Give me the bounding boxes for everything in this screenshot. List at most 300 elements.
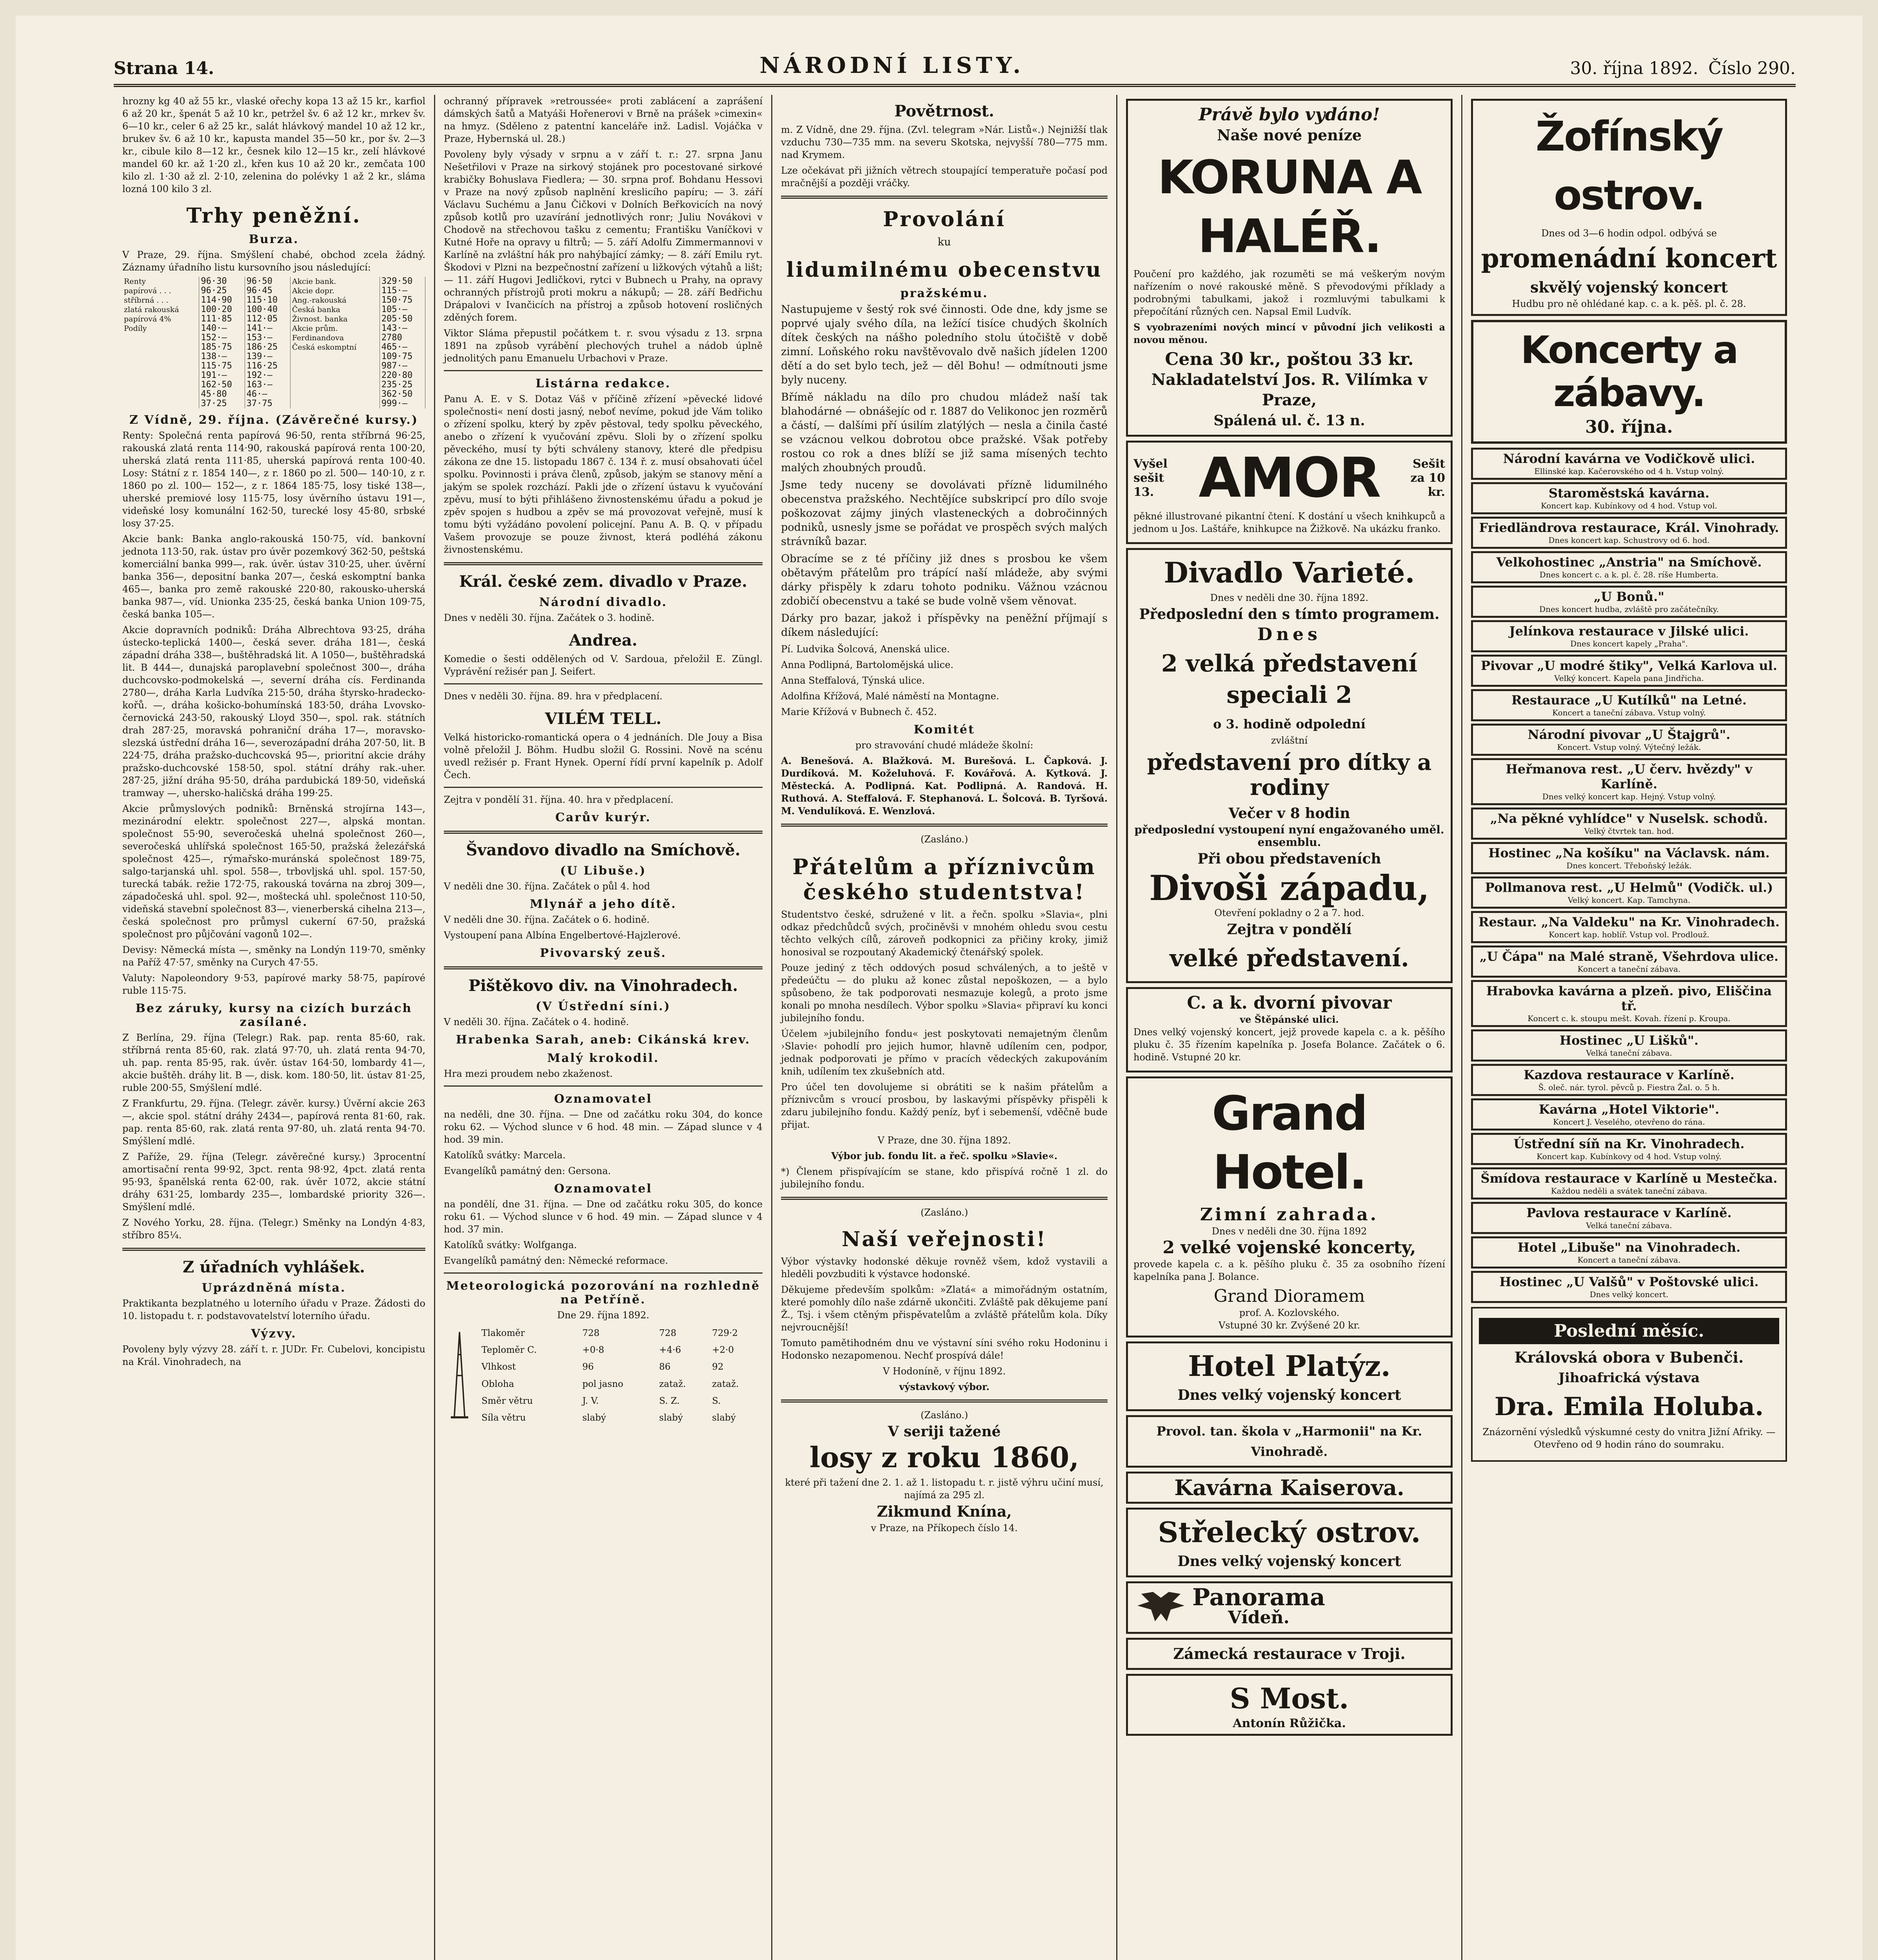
vinohrady-play-2: Malý krokodil. xyxy=(547,1051,659,1065)
listing-desc: Koncert kap. Kubínkovy od 4 hod. Vstup volný. xyxy=(1537,1152,1722,1161)
list-item: Marie Křížová v Bubnech č. 452. xyxy=(781,706,937,717)
public-text-3: Tomuto pamětihodném dnu ve výstavní síni svého roku Hodoninu i Hodonsko nezapomenou. Nechť prospívá dále! xyxy=(781,1338,1108,1361)
dvorni-title: C. a k. dvorní pivovar xyxy=(1187,993,1392,1013)
listing-desc: Velký koncert. Kap. Tamchyna. xyxy=(1567,895,1691,905)
table-row: zlatá rakouská xyxy=(122,305,199,314)
table-row: papírová 4% xyxy=(122,314,199,324)
diorama-title: Grand Dioramem xyxy=(1213,1286,1365,1306)
zaslano-label: (Zasláno.) xyxy=(920,1207,968,1218)
vienna-rents: Renty: Společná renta papírová 96·50, renta stříbrná 96·25, rakouská zlatá renta 114·90, rakouská papírová renta 100·20, uherská zlatá renta 111·85, uherská papírová renta 100·40. Losy: Státní z r. 1854 140—, z r. 1860 po zl. 500— 140·10, z r. 1860 po zl. 100— 152—, z r. 1864 185·75, losy tiské 138—, uherské premiové losy 115·75, losy úvěrního ústavu 191—, videňské losy komunální 162·50, turecké losy 45·80, srbské losy 37·25. xyxy=(122,430,425,529)
smichov-play-1: Mlynář a jeho dítě. xyxy=(530,897,677,911)
weather-forecast: Lze očekávat při jižních větrech stoupající temperatuře počasí pod mračnější a později vráčky. xyxy=(781,165,1108,189)
column-ads-2 xyxy=(1462,95,1796,1960)
platz-title: Hotel Platýz. xyxy=(1188,1349,1391,1383)
students-text-4: Pro účel ten dovolujeme si obrátiti se k našim přátelům a příznivcům s vroucí prosbou, by laskavými příspěvky přispěli k zdaru jubilejního fondu. Každý peníz, byť i sebemenší, vděčně bude přijat. xyxy=(781,1082,1108,1130)
listing-name: Staroměstská kavárna. xyxy=(1548,486,1710,501)
patent-transfer: Viktor Sláma přepustil počátkem t. r. svou výsadu z 13. srpna 1891 na způsob vyrábění plechových truhel a nádob úplně jednolitých panu Emanuelu Urbachovi v Praze. xyxy=(444,328,763,364)
listing-name: Ústřední síň na Kr. Vinohradech. xyxy=(1513,1136,1745,1151)
strelecky-ad xyxy=(1126,1508,1453,1577)
listing-name: Hostinec „U Valšů" v Poštovské ulici. xyxy=(1499,1274,1759,1289)
dvorni-ad xyxy=(1126,987,1453,1073)
listing-name: Národní kavárna ve Vodičkově ulici. xyxy=(1503,451,1755,466)
listing-desc: Dnes koncert kap. Schustrovy od 6. hod. xyxy=(1548,535,1710,545)
meteo-date: Dne 29. října 1892. xyxy=(557,1310,650,1321)
frankfurt-report: Z Frankfurtu, 29. října. (Telegr. závěr. kursy.) Úvěrní akcie 263—, akcie spol. státní dráhy 2434—, papírová renta 81·60, rak. pap. renta 85·60, rak. zlatá renta 97·80, uh. zlatá renta 94·70. Smýšlení mdlé. xyxy=(122,1098,425,1147)
koruna-text: Poučení pro každého, jak rozuměti se má veškerým novým nařízením o nové rakouské měně. S převodovými příklady a podrobnými tabulkami, jakož i rozmluvými tabulkami k přepočítání různých cen. Napsal Emil Ludvík. xyxy=(1133,269,1445,317)
table-cell: +4·6 xyxy=(659,1345,681,1355)
committee-subheading: pro stravování chudé mládeže školní: xyxy=(855,740,1033,751)
paris-report: Z Paříže, 29. října (Telegr. závěrečné kursy.) 3procentní amortisační renta 99·92, 3pct. renta 98·92, 4pct. zlatá renta 95·93, španělská renta 62·00, rak. úvěr 1072, akcie státní dráhy 631·25, lombardy 235—, lombardské priority 326—. Smýšlení mdlé. xyxy=(122,1151,425,1212)
koruna-price: Cena 30 kr., poštou 33 kr. xyxy=(1165,349,1414,369)
koruna-ad xyxy=(1126,99,1453,437)
listing-ad xyxy=(1471,517,1787,549)
listing-ad xyxy=(1471,877,1787,909)
appeal-heading: Provolání xyxy=(883,207,1006,231)
table-row: papírová . . . xyxy=(122,286,199,296)
listing-name: Kazdova restaurace v Karlíně. xyxy=(1524,1067,1735,1082)
panorama-city: Vídeň. xyxy=(1228,1608,1290,1628)
weather-report: m. Z Vídně, dne 29. října. (Zvl. telegram »Nár. Listů«.) Nejnižší tlak vzduchu 730—735 mm. na severu Skotska, nejvyšší 780—775 mm. nad Krymem. xyxy=(781,124,1108,160)
list-item: Anna Steffalová, Týnská ulice. xyxy=(781,675,925,686)
listing-desc: Velký čtvrtek tan. hod. xyxy=(1584,826,1674,836)
platz-ad xyxy=(1126,1341,1453,1411)
listing-name: „U Bonů." xyxy=(1593,589,1665,604)
students-text-2: Pouze jediný z těch oddových posud schválených, a to ještě v předeúčtu — do pluku až konec zůstal nepoškozen, — a bylo spůsobeno, že tak podporovati nesmazuje kolegů, a proto jsme konali po mnoha nesdílech. Výbor spolku »Slavia« připraví ku konci jubilejního fondu. xyxy=(781,962,1108,1024)
students-text-3: Účelem »jubilejního fondu« jest poskytovati nemajetným členům ›Slavie‹ pohodlí pro jejich humor, hlavně udílením cen, podpor, jednak podporovati je přímo v pracích vědeckých zakupováním knih, udílením tex zkušebních atd. xyxy=(781,1028,1108,1077)
amor-pre: Vyšel sešit 13. xyxy=(1133,457,1168,499)
appeal-text-1: Nastupujeme v šestý rok své činnosti. Ode dne, kdy jsme se poprvé ujaly svého díla, na ležící tisíce chudých školních dítek českých na nášho poledního stolu útočiště v době zimní. Loňského roku navštěvovalo dvě našich jídelen 1200 dětí a do set bylo tech, jež — děl Bohu! — odmítnouti jsme byly nuceny. xyxy=(781,303,1108,386)
zofin-ad xyxy=(1471,99,1787,316)
troja-ad xyxy=(1126,1638,1453,1670)
theatre-subheading: Národní divadlo. xyxy=(539,595,667,609)
column-patents-theatres xyxy=(435,95,772,1960)
listing-desc: Dnes koncert kapely „Praha". xyxy=(1570,639,1688,648)
concerts-date: 30. října. xyxy=(1585,417,1673,437)
oznamovatel-cath-1: Katolíků svátky: Marcela. xyxy=(444,1150,566,1161)
kaiserova-ad xyxy=(1126,1472,1453,1504)
concerts-heading: Koncerty a zábavy. xyxy=(1520,328,1738,415)
listing-name: Šmídova restaurace v Karlíně u Mestečka. xyxy=(1480,1171,1778,1186)
zofin-title: Žofínský ostrov. xyxy=(1535,113,1723,219)
grand-text: provede kapela c. a k. pěšího pluku č. 35 za osobního řízení kapelníka pana J. Bolance. xyxy=(1133,1259,1445,1282)
table-cell: Obloha xyxy=(481,1379,514,1389)
theatre-show-1: Dnes v neděli 30. října. Začátek o 3. hodině. xyxy=(444,612,655,623)
smichov-heading: Švandovo divadlo na Smíchově. xyxy=(466,841,741,859)
column-appeals xyxy=(772,95,1117,1960)
theatre-play-1: Andrea. xyxy=(569,631,638,650)
listing-name: Velkohostinec „Anstria" na Smíchově. xyxy=(1496,555,1762,570)
newspaper-page xyxy=(16,16,1862,1960)
listing-desc: Velká taneční zábava. xyxy=(1586,1221,1672,1230)
burza-heading: Burza. xyxy=(249,232,299,246)
vienna-industrial: Akcie průmyslových podniků: Brněnská strojírna 143—, mezinárodní elektr. společnost 227—, alpská montan. společnost 55·90, severočeská uhelná společnost 260—, severočeská uhlířská společnost 165·50, pražská železářská společnost 425—, rýmařsko-muránská společnost 189·75, salgo-tarjanská uhl. spol. 558—, trbovljská uhl. spol. 157·50, turecká tabák. režie 172·75, rakouská továrna na zbroj 309—, západočeská uhl. spol. 92—, moštecká uhl. společnost 110·50, videňská stavební společnost 83—, vienerberská cihelna 213—, česká společnost pro průmysl cukerní 67·50, pražská společnost pro půjčování vagonů 102—. xyxy=(122,803,425,940)
listing-name: Pollmanova rest. „U Helmů" (Vodičk. ul.) xyxy=(1485,880,1773,895)
holub-ad xyxy=(1471,1307,1787,1462)
appeal-city: pražskému. xyxy=(900,287,988,300)
table-cell: 728 xyxy=(582,1328,600,1338)
diorama-sub: prof. A. Kozlovského. xyxy=(1239,1307,1340,1318)
panorama-ad xyxy=(1126,1581,1453,1634)
listing-ad xyxy=(1471,1098,1787,1131)
theatre-heading: Král. české zem. divadlo v Praze. xyxy=(459,572,747,591)
listing-ad xyxy=(1471,1271,1787,1303)
exchange-table: Renty 96·30 96·50 Akcie bank. 329·50 papírová . . . 96·25 96·45 Akcie dopr. 115·— stříbrná . . . 114·90 115·10 Ang.-rakouská 150·75 zlatá rakouská 100·20 100·40 Česká banka 105·— papírová 4% 111·85 112·05 Živnost. banka 205·50 Podíly 140·— 141·— Akcie prům. 143·— 152·— 153·— Ferdinandova 2780 185·75 186·25 Česká eskomptní 465·— 138·— 139·— 109·75 115·75 116·25 987·— 191·— 192·— 220·80 162·50 163·— 235·25 45·80 46·— 362·50 37·25 37·75 999·— xyxy=(122,277,425,408)
table-row: Renty xyxy=(122,277,199,286)
listing-ad xyxy=(1471,620,1787,652)
students-heading: Přátelům a příznivcům českého studentstva! xyxy=(792,854,1096,904)
concerts-box xyxy=(1471,320,1787,444)
divosi-title: Divoši západu, xyxy=(1149,867,1429,908)
listing-desc: Dnes koncert. Třeboňský ležák. xyxy=(1566,861,1692,870)
listing-name: Hostinec „U Lišků". xyxy=(1559,1033,1699,1048)
lottery-pre: V seriji tažené xyxy=(888,1423,1001,1440)
oznamovatel-cath-2: Katolíků svátky: Wolfganga. xyxy=(444,1240,577,1250)
table-row: Podíly xyxy=(122,324,199,333)
burza-text: V Praze, 29. října. Smýšlení chabé, obchod zcela žádný. Záznamy úřadního listu kursovního jsou následující: xyxy=(122,249,425,273)
grand-garden: Zimní zahrada. xyxy=(1200,1205,1379,1225)
listing-desc: Koncert. Vstup volný. Výtečný ležák. xyxy=(1557,742,1701,752)
newyork-report: Z Nového Yorku, 28. října. (Telegr.) Směnky na Londýn 4·83, stříbro 85¼. xyxy=(122,1217,425,1241)
zofin-text: Hudbu pro ně ohlédané kap. c. a k. pěš. pl. č. 28. xyxy=(1512,298,1746,309)
listing-name: „U Čápa" na Malé straně, Všehrdova ulice. xyxy=(1480,949,1778,964)
holub-location: Královská obora v Bubenči. xyxy=(1514,1348,1744,1366)
variete-special: zvláštní xyxy=(1271,735,1308,746)
oznamovatel-text-2: na pondělí, dne 31. října. — Dne od začátku roku 305, do konce roku 61. — Východ slunce v 6 hod. 49 min. — Západ slunce v 4 hod. 37 min. xyxy=(444,1199,763,1235)
meteo-table xyxy=(479,1325,763,1426)
public-text-2: Děkujeme především spolkům: »Zlatá« a mimořádným ostatním, které pomohly dílo naše zdárně ukončiti. Zvláště pak děkujeme paní Ž., Tsj. i všem ctěným přispěvatelům a zvláště přátelům kola. Díky nejvroucnější! xyxy=(781,1284,1108,1333)
theatre-desc-2: Velká historicko-romantická opera o 4 jednáních. Dle Jouy a Bisa volně přeložil J. Böhm. Hudbu složil G. Rossini. Nově na scénu uvedl režisér p. Frant Hynek. Operní řídí první kapelník p. Adolf Čech. xyxy=(444,732,763,780)
students-footnote: *) Členem přispívajícím se stane, kdo přispívá ročně 1 zl. do jubilejního fondu. xyxy=(781,1166,1108,1190)
holub-show: Jihoafrická výstava xyxy=(1558,1370,1700,1386)
table-row: stříbrná . . . xyxy=(122,296,199,305)
table-row xyxy=(479,1325,763,1341)
amor-price: Sešit za 10 kr. xyxy=(1410,457,1445,499)
appeal-title: lidumilnému obecenstvu xyxy=(786,258,1102,282)
table-cell: zataž. xyxy=(659,1379,686,1389)
listing-desc: Koncert a taneční zábava. xyxy=(1577,1255,1681,1265)
vienna-devisy: Devisy: Německá místa —, směnky na Londýn 119·70, směnky na Paříž 47·57, směnky na Curych 47·55. xyxy=(122,944,425,968)
table-cell: S. Z. xyxy=(659,1396,680,1406)
lottery-firm: Zikmund Knína, xyxy=(877,1503,1012,1520)
students-text-1: Studentstvo české, sdružené v lit. a řečn. spolku »Slavia«, plni odkaz předchůdců svých, pročiněvši v mnohém ohledu svou cestu těchto velkých cílů, zároveň podkopnici za přičiny kroky, jimiž honosival se rozpoutaný Akademický čtenářský spolek. xyxy=(781,909,1108,958)
listing-name: Restaurace „U Kutílků" na Letné. xyxy=(1511,693,1747,708)
harmonie-ad xyxy=(1126,1415,1453,1468)
listing-ad xyxy=(1471,758,1787,805)
vyzvy-text: Povoleny byly výzvy 28. září t. r. JUDr. Fr. Cubelovi, koncipistu na Král. Vinohradech, na xyxy=(122,1344,425,1367)
list-item: Pí. Ludvika Šolcová, Anenská ulice. xyxy=(781,644,950,655)
listing-name: Hostinec „Na košíku" na Václavsk. nám. xyxy=(1488,846,1770,860)
listing-ad xyxy=(1471,1202,1787,1234)
table-row xyxy=(479,1359,763,1376)
zofin-concert: promenádní koncert xyxy=(1481,243,1777,274)
vinohrady-show-3: Hra mezi proudem nebo zkaženost. xyxy=(444,1068,613,1079)
amor-ad xyxy=(1126,441,1453,544)
listing-ad xyxy=(1471,586,1787,618)
listing-desc: Koncert a taneční zábava. Vstup volný. xyxy=(1552,708,1706,717)
listarna-heading: Listárna redakce. xyxy=(535,377,671,390)
meteo-heading: Meteorologická pozorování na rozhledně na Petříně. xyxy=(446,1279,760,1307)
listing-ad xyxy=(1471,655,1787,687)
listing-desc: Koncert J. Veselého, otevřeno do rána. xyxy=(1553,1117,1705,1127)
zaslano-label: (Zasláno.) xyxy=(920,1410,968,1421)
listing-desc: Dnes velký koncert kap. Hejný. Vstup volný. xyxy=(1542,792,1716,801)
variete-last: Předposlední den s tímto programem. xyxy=(1139,606,1440,622)
koruna-text-2: S vyobrazeními nových mincí v původní jich velikosti a novou měnou. xyxy=(1133,321,1445,345)
column-markets xyxy=(114,95,435,1960)
divosi-pre: Při obou představeních xyxy=(1197,851,1381,867)
tomorrow-big: velké představení. xyxy=(1170,945,1409,972)
panorama-title: Panorama xyxy=(1192,1584,1325,1611)
variete-dnes: Dnes xyxy=(1257,624,1321,644)
most-owner: Antonín Růžička. xyxy=(1233,1717,1346,1730)
zaslano-label: (Zasláno.) xyxy=(920,834,968,845)
listing-desc: Koncert a taneční zábava. xyxy=(1577,964,1681,974)
listing-name: Hrabovka kavárna a plzeň. pivo, Eliščina tř. xyxy=(1486,984,1772,1013)
table-cell: 92 xyxy=(712,1362,724,1372)
listing-desc: Koncert c. k. stoupu mešt. Kovah. řízení p. Kroupa. xyxy=(1527,1014,1731,1023)
table-cell: pol jasno xyxy=(582,1379,623,1389)
appeal-text-2: Břímě nákladu na dílo pro chudou mládež naší tak blahodárné — obnášejíc od r. 1887 do Velikonoc jen rozměrů a částí, — dalšími pří úsilím zlatýlých — nesla a činila časté se vzácnou velkou dobrotou obce pražské. Však potřeby rostou co rok a dnes blíží se již sama mísených techto malých zhoubných proudů. xyxy=(781,391,1108,474)
vienna-transport: Akcie dopravních podniků: Dráha Albrechtova 93·25, dráha ústecko-teplická 1400—, česká sever. dráha 181—, česká západní dráha 338—, buštěhradská lit. A 1050—, buštěhradská lit. B 444—, dunajská paroplavební společnost 300—, dráha duchcovsko-podmokelská —, severní dráha cís. Ferdinanda 2780—, dráha Karla Ludvíka 215·50, dráha štyrsko-hradecko-kořů. —, dráha košicko-bohumínská 183·50, dráha Lvovsko-černovická 243·50, rakouský Lloyd 350—, spol. rak. státních drah 287·25, moravská pohraniční dráha 17—, moravsko-slezská ústřední dráha 16—, severozápadní dráha 207·50, lit. B 224·75, dráha pražsko-duchcovská 95—, prioritní akcie dráhy pražsko-duchcovské 158·50, spol. státní dráhy rak.-uher. 287·25, jižní dráha 95·50, dráha pardubická 189·50, videňská tramway —, uhersko-haličská dráha 199·25. xyxy=(122,624,425,799)
theatre-desc-1: Komedie o šesti oddělených od V. Sardoua, přeložil E. Züngl. Vyprávění režisér pan J. Seifert. xyxy=(444,653,763,677)
published-sub: Naše nové peníze xyxy=(1217,126,1362,144)
foreign-heading: Bez záruky, kursy na cizích burzách zasílané. xyxy=(135,1002,412,1029)
listing-ad xyxy=(1471,448,1787,480)
masthead: NÁRODNÍ LISTY. xyxy=(759,53,1024,78)
variete-two: 2 velká představení speciali 2 xyxy=(1161,650,1418,709)
listing-ad xyxy=(1471,842,1787,874)
listing-name: Kavárna „Hotel Viktorie". xyxy=(1538,1102,1720,1117)
section-heading-finance: Trhy peněžní. xyxy=(186,204,361,228)
theatre-show-2: Dnes v neděli 30. října. 89. hra v předplacení. xyxy=(444,691,663,702)
zofin-time: Dnes od 3—6 hodin odpol. odbývá se xyxy=(1541,228,1717,239)
variete-date: Dnes v neděli dne 30. října 1892. xyxy=(1210,592,1369,603)
table-cell: slabý xyxy=(582,1413,606,1423)
table-cell: Vlhkost xyxy=(481,1362,516,1372)
grand-hotel-ad xyxy=(1126,1076,1453,1338)
table-cell: slabý xyxy=(712,1413,736,1423)
listing-desc: Koncert kap. Kubínkovy od 4 hod. Vstup vol. xyxy=(1540,501,1718,510)
listing-ad xyxy=(1471,551,1787,583)
appeal-ku: ku xyxy=(937,236,951,248)
smichov-subheading: (U Libuše.) xyxy=(560,864,647,878)
lottery-address: v Praze, na Příkopech číslo 14. xyxy=(871,1523,1018,1534)
smichov-show-2: V neděli dne 30. října. Začátek o 6. hodině. xyxy=(444,914,650,925)
lottery-title: losy z roku 1860, xyxy=(809,1441,1079,1474)
theatre-play-2: VILÉM TELL. xyxy=(545,710,661,728)
vienna-heading: Z Vídně, 29. října. (Závěrečné kursy.) xyxy=(129,413,419,427)
page-number: Strana 14. xyxy=(114,58,214,78)
office-text: Praktikanta bezplatného u loterního úřadu v Praze. Žádosti do 10. listopadu t. r. podstavovatelství loterního úřadu. xyxy=(122,1298,425,1321)
appeal-text-3: Jsme tedy nuceny se dovolávati přízně lidumilného obecenstva pražského. Nechtějíce subskripcí pro dílo svoje poškozovat zájmy jiných vlasteneckých a dobročinných podniků, usnesly jsme se pořádat ve prospěch svých malých strávníků bazar. xyxy=(781,479,1108,548)
listing-ad xyxy=(1471,1029,1787,1062)
holub-last-month: Poslední měsíc. xyxy=(1479,1318,1779,1344)
listing-ad xyxy=(1471,482,1787,514)
publisher-address: Spálená ul. č. 13 n. xyxy=(1213,412,1365,429)
grand-concerts: 2 velké vojenské koncerty, xyxy=(1162,1238,1416,1258)
dvorni-text: Dnes velký vojenský koncert, jejž provede kapela c. a k. pěšího pluku č. 35 řízením kapelníka p. Josefa Bolance. Začátek o 6. hodině. Vstupné 20 kr. xyxy=(1133,1027,1445,1063)
listarna-text: Panu A. E. v S. Dotaz Váš v příčině zřízení »pěvecké lidové společnosti« není dosti jasný, neboť nevíme, pokud jde Vám toliko o zřízení spolku, který by zpěv pěstoval, tedy spolku pěveckého, anebo o zřízení k vyučování zpěvu. Sloli by o zřízení spolku pěveckého, musí ty býti schváleny stanovy, které dle předpisu zákona ze dne 15. listopadu 1867 č. 134 ř. z. musí obsahovati účel spolku. Povinnosti i práva členů, způsob, jakým se stanovy mění a jakým se spolek rozchází. Pakli jde o zřízení ústavu k vyučování zpěvu, musí to býti přihlášeno živnostenskému úřadu a pokud je zpěv spojen s hudbou a zpěv se má provozovat veřejně, musí k tomu býti vyžádáno povolení policejní. Panu A. B. Q. v případu Vašem provozuje se pouze živnost, která podléhá zákonu živnostenskému. xyxy=(444,394,763,555)
committee-heading: Komitét xyxy=(914,723,975,737)
tomorrow-label: Zejtra v pondělí xyxy=(1227,921,1352,938)
listing-name: Restaur. „Na Valdeku" na Kr. Vinohradech. xyxy=(1478,915,1780,929)
appeal-text-4: Obracíme se z té příčiny již dnes s prosbou ke všem obětavým přátelům pro trápící naší mládeže, aby svými dárky přispěly k zdaru tohoto podniku. Vážnou vzácnou zdobičí obecenstvu a také se bude volně všem věnovat. xyxy=(781,553,1108,607)
listing-desc: Velký koncert. Kapela pana Jindřicha. xyxy=(1554,673,1704,683)
koruna-title: KORUNA A HALÉŘ. xyxy=(1157,150,1421,263)
listing-desc: Dnes koncert hudba, zvláště pro začátečníky. xyxy=(1539,604,1719,614)
table-cell: zataž. xyxy=(712,1379,739,1389)
listing-name: Jelínkova restaurace v Jilské ulici. xyxy=(1509,624,1749,639)
table-cell: 729·2 xyxy=(712,1328,738,1338)
platz-text: Dnes velký vojenský koncert xyxy=(1177,1387,1401,1403)
oznamovatel-ev-1: Evangelíků památný den: Gersona. xyxy=(444,1165,611,1176)
patent-grants: Povoleny byly výsady v srpnu a v září t. r.: 27. srpna Janu Nešetřilovi v Praze na sirkový stojánek pro pocestované sirkové krabičky Bohuslava Fiedlera; — 30. srpna prof. Bohdanu Hessovi v Praze na nový způsob naplnění kreslicího papíru; — 3. září Václavu Suchému a Janu Čičkovi v Dolních Beřkovicích na nový způsob kotlů pro uzavírání jednotlivých ronr; Juliu Novákovi v Chodově na střechovou tašku z cementu; Františku Vaníčkovi v Kutné Hoře na opravy u filtrů; — 5. září Adolfu Zimmermannovi v Karlíně na zvláštní hák pro nahýbající zámky; — 8. září Emilu ryt. Škodovi v Plzni na bezpečnostní zařízení u ližkových výtahů a lišt; — 11. září Hugovi Jedličkovi, rytci v Bubnech u Prahy, na opravy ochranných přístrojů proti mokru a nákupů; — 28. září Bedřichu Drápalovi v Ivančicích na přístroj a způsob hotovení rosličných zděných forem. xyxy=(444,149,763,323)
concert-listings xyxy=(1471,448,1787,1303)
office-subheading: Uprázdněná místa. xyxy=(202,1281,346,1295)
vyzvy-heading: Výzvy. xyxy=(251,1327,297,1341)
market-prices: hrozny kg 40 až 55 kr., vlaské ořechy kopa 13 až 15 kr., karfiol 6 až 20 kr., špenát 5 až 10 kr., petržel šv. 6 až 12 kr., mrkev šv. 6—10 kr., celer 6 až 25 kr., salát hlávkový mandel 10 až 12 kr., brukev šv. 6 až 10 kr., kapusta mandel 35—50 kr., por šv. 2—3 kr., cibule kilo 8—12 kr., česnek kilo 12—15 kr., zelí hlávkové mandel 60 kr. až 1·20 zl., křen kus 10 až 20 kr., zemčata 100 kilo zl. 1·30 až zl. 2·10, zelenina do polévky 1 až 2 kr., sláma lozná 100 kilo 3 zl. xyxy=(122,96,425,194)
berlin-report: Z Berlína, 29. října (Telegr.) Rak. pap. renta 85·60, rak. stříbrná renta 85·60, rak. zlatá 97·70, uh. zlatá renta 94·70, uh. pap. renta 85·95, rak. úvěr. ústav 164·50, lombardy 41—, akcie buštěh. dráhy lit. B —, disk. kom. 180·50, lit. ústav 81·25, ruble 200·55, Smýšlení mdlé. xyxy=(122,1032,425,1093)
listing-desc: Š. oleč. nár. tyrol. pěvců p. Fiestra Žal. o. 5 h. xyxy=(1538,1083,1720,1092)
table-cell: 96 xyxy=(582,1362,594,1372)
vinohrady-play-1: Hrabenka Sarah, aneb: Cikánská krev. xyxy=(456,1033,751,1047)
grand-date: Dnes v neděli dne 30. října 1892 xyxy=(1211,1226,1367,1237)
theatre-play-3: Carův kurýr. xyxy=(555,811,651,824)
table-cell: slabý xyxy=(659,1413,683,1423)
lottery-text: které při tažení dne 2. 1. až 1. listopadu t. r. jistě výhru učiní musí, najímá za 295 zl. xyxy=(785,1477,1104,1501)
listing-ad xyxy=(1471,911,1787,943)
divosi-text: Otevření pokladny o 2 a 7. hod. xyxy=(1214,907,1364,918)
most-title: S Most. xyxy=(1230,1682,1349,1715)
most-ad xyxy=(1126,1674,1453,1736)
harmonie-title: Provol. tan. škola v „Harmonii" na Kr. Vinohradě. xyxy=(1156,1424,1422,1459)
amor-title: AMOR xyxy=(1199,446,1380,510)
public-signature-date: V Hodoníně, v říjnu 1892. xyxy=(883,1366,1006,1377)
oznamovatel-ev-2: Evangelíků památný den: Německé reformace. xyxy=(444,1255,668,1266)
listing-ad xyxy=(1471,1133,1787,1165)
zofin-sub: skvělý vojenský koncert xyxy=(1530,278,1728,296)
weather-heading: Povětrnost. xyxy=(894,102,994,120)
smichov-show-1: V neděli dne 30. října. Začátek o půl 4. hod xyxy=(444,881,650,892)
listing-ad xyxy=(1471,808,1787,840)
public-signature-org: výstavkový výbor. xyxy=(899,1381,990,1392)
listing-name: Národní pivovar „U Štajgrů". xyxy=(1527,727,1731,742)
variete-time: o 3. hodině odpolední xyxy=(1213,717,1366,731)
listing-desc: Velká taneční zábava. xyxy=(1586,1048,1672,1058)
patent-intro: ochranný přípravek »retroussée« proti zablácení a zaprášení dámských šatů a Matyáši Hořenerovi v Brně na prášek »cimexin« na hmyz. (Sděleno z patentní kanceláře inž. Ladisl. Vojáčka v Praze, Hybernská ul. 28.) xyxy=(444,96,763,144)
listing-ad xyxy=(1471,1236,1787,1269)
issue-number: Číslo 290. xyxy=(1708,58,1796,78)
office-heading: Z úřadních vyhlášek. xyxy=(182,1258,365,1276)
listing-ad xyxy=(1471,1064,1787,1096)
vienna-valuty: Valuty: Napoleondory 9·53, papírové marky 58·75, papírové ruble 115·75. xyxy=(122,973,425,996)
table-cell: Síla větru xyxy=(481,1413,526,1423)
smichov-play-2: Pivovarský zeuš. xyxy=(540,946,667,960)
listing-name: Friedländrova restaurace, Král. Vinohrady. xyxy=(1479,520,1779,535)
committee-names: A. Benešová. A. Blažková. M. Burešová. L. Čapková. J. Durdíková. M. Koželuhová. F. Kovářová. A. Kytková. J. Městecká. A. Podlipná. Kat. Podlipná. A. Randová. H. Ruthová. A. Steffalová. F. Stephanová. L. Šolcová. B. Tyršová. M. Vendulíková. E. Wenzlová. xyxy=(781,755,1108,817)
variete-ad xyxy=(1126,548,1453,983)
public-heading: Naší veřejnosti! xyxy=(841,1227,1047,1251)
troja-title: Zámecká restaurace v Troji. xyxy=(1173,1645,1406,1662)
table-row xyxy=(479,1376,763,1392)
listing-name: Hotel „Libuše" na Vinohradech. xyxy=(1517,1240,1741,1255)
variete-title: Divadlo Varieté. xyxy=(1164,556,1415,589)
grand-title: Grand Hotel. xyxy=(1212,1087,1367,1200)
listing-desc: Každou neděli a svátek taneční zábava. xyxy=(1551,1186,1707,1196)
smichov-desc-2: Vystoupení pana Albína Engelbertové-Hajzlerové. xyxy=(444,930,681,941)
kaiserova-title: Kavárna Kaiserova. xyxy=(1174,1475,1404,1500)
table-cell: Tlakoměr xyxy=(481,1328,525,1338)
page-header xyxy=(114,43,1796,87)
listing-desc: Koncert kap. hoblíř. Vstup vol. Prodlouž. xyxy=(1549,930,1709,939)
table-row xyxy=(479,1392,763,1409)
table-cell: +0·8 xyxy=(582,1345,605,1355)
students-signature-date: V Praze, dne 30. října 1892. xyxy=(877,1135,1011,1146)
dvorni-address: ve Štěpánské ulici. xyxy=(1240,1014,1339,1025)
theatre-show-3: Zejtra v pondělí 31. října. 40. hra v předplacení. xyxy=(444,794,674,805)
diorama-price: Vstupné 30 kr. Zvýšené 20 kr. xyxy=(1219,1320,1360,1331)
vinohrady-show-1: V neděli 30. října. Začátek o 4. hodině. xyxy=(444,1016,629,1027)
table-cell: Směr větru xyxy=(481,1396,533,1406)
appeal-gifts: Dárky pro bazar, jakož i příspěvky na peněžní příjmají s díkem následující: xyxy=(781,612,1108,639)
listing-desc: Ellinské kap. Kačerovského od 4 h. Vstup volný. xyxy=(1534,466,1724,476)
list-item: Adolfina Křížová, Malé náměstí na Montagne. xyxy=(781,691,999,702)
table-cell: +2·0 xyxy=(712,1345,734,1355)
students-signature-org: Výbor jub. fondu lit. a řeč. spolku »Slavie«. xyxy=(831,1150,1058,1161)
listing-name: Pavlova restaurace v Karlíně. xyxy=(1526,1205,1732,1220)
table-row xyxy=(479,1410,763,1426)
table-cell: 86 xyxy=(659,1362,671,1372)
oznamovatel-heading-1: Oznamovatel xyxy=(554,1092,652,1106)
table-cell: J. V. xyxy=(582,1396,599,1406)
table-row xyxy=(479,1341,763,1358)
listing-desc: Dnes koncert c. a k. pl. č. 28. ríše Humberta. xyxy=(1539,570,1719,579)
vienna-banks: Akcie bank: Banka anglo-rakouská 150·75, víd. bankovní jednota 113·50, rak. ústav pro úvěr pozemkový 362·50, peštská komerciální banka 999—, rak. úvěr. ústav 310·25, uher. úvěrní banka 356—, depositní banka 207—, česká eskomptní banka 465—, banka pro země rakouské 220·80, rakousko-uherská banka 987—, víd. Unionka 235·25, česká banka Union 109·75, česká banka 105—. xyxy=(122,534,425,620)
published-heading: Právě bylo vydáno! xyxy=(1199,105,1380,125)
holub-name: Dra. Emila Holuba. xyxy=(1494,1392,1764,1421)
publisher: Nakladatelství Jos. R. Vilímka v Praze, xyxy=(1151,370,1428,409)
vinohrady-heading: Pištěkovo div. na Vinohradech. xyxy=(468,976,738,995)
listing-desc: Dnes velký koncert. xyxy=(1589,1290,1669,1299)
variete-text: předposlední vystoupení nyní engažovaného uměl. ensemblu. xyxy=(1134,823,1444,849)
issue-date: 30. října 1892. xyxy=(1570,58,1698,78)
strelecky-title: Střelecký ostrov. xyxy=(1158,1515,1421,1549)
vinohrady-subheading: (V Ústřední síni.) xyxy=(536,1000,671,1013)
listing-ad xyxy=(1471,689,1787,721)
strelecky-text: Dnes velký vojenský koncert xyxy=(1177,1553,1401,1570)
tower-icon xyxy=(444,1325,475,1426)
listing-ad xyxy=(1471,724,1787,756)
listing-ad xyxy=(1471,946,1787,978)
oznamovatel-text-1: na neděli, dne 30. října. — Dne od začátku roku 304, do konce roku 62. — Východ slunce v 6 hod. 48 min. — Západ slunce v 4 hod. 39 min. xyxy=(444,1109,763,1145)
holub-text: Znázornění výsledků výskumné cesty do vnitra Jižní Afriky. — Otevřeno od 9 hodin ráno do soumraku. xyxy=(1482,1426,1776,1450)
column-ads-1 xyxy=(1117,95,1462,1960)
table-cell: 728 xyxy=(659,1328,677,1338)
oznamovatel-heading-2: Oznamovatel xyxy=(554,1182,652,1196)
listing-name: Heřmanova rest. „U červ. hvězdy" v Karlíně. xyxy=(1506,762,1753,791)
listing-name: Pivovar „U modré štiky", Velká Karlova ul. xyxy=(1481,658,1777,673)
variete-kids: představení pro dítky a rodiny xyxy=(1147,750,1432,800)
table-cell: S. xyxy=(712,1396,721,1406)
public-text-1: Výbor výstavky hodonské děkuje rovněž všem, kdož vystavili a hleděli povzbuditi k výstavce hodonské. xyxy=(781,1256,1108,1279)
listing-ad xyxy=(1471,1167,1787,1200)
amor-text: pěkné illustrované pikantní čtení. K dostání u všech knihkupců a jednom u Jos. Laštáře, knihkupce na Žižkově. Na ukázku franko. xyxy=(1133,511,1445,534)
variete-evening: Večer v 8 hodin xyxy=(1228,805,1350,822)
list-item: Anna Podlipná, Bartolomějská ulice. xyxy=(781,659,954,670)
eagle-icon xyxy=(1133,1590,1188,1625)
listing-ad xyxy=(1471,980,1787,1027)
table-cell: Teploměr C. xyxy=(481,1345,537,1355)
